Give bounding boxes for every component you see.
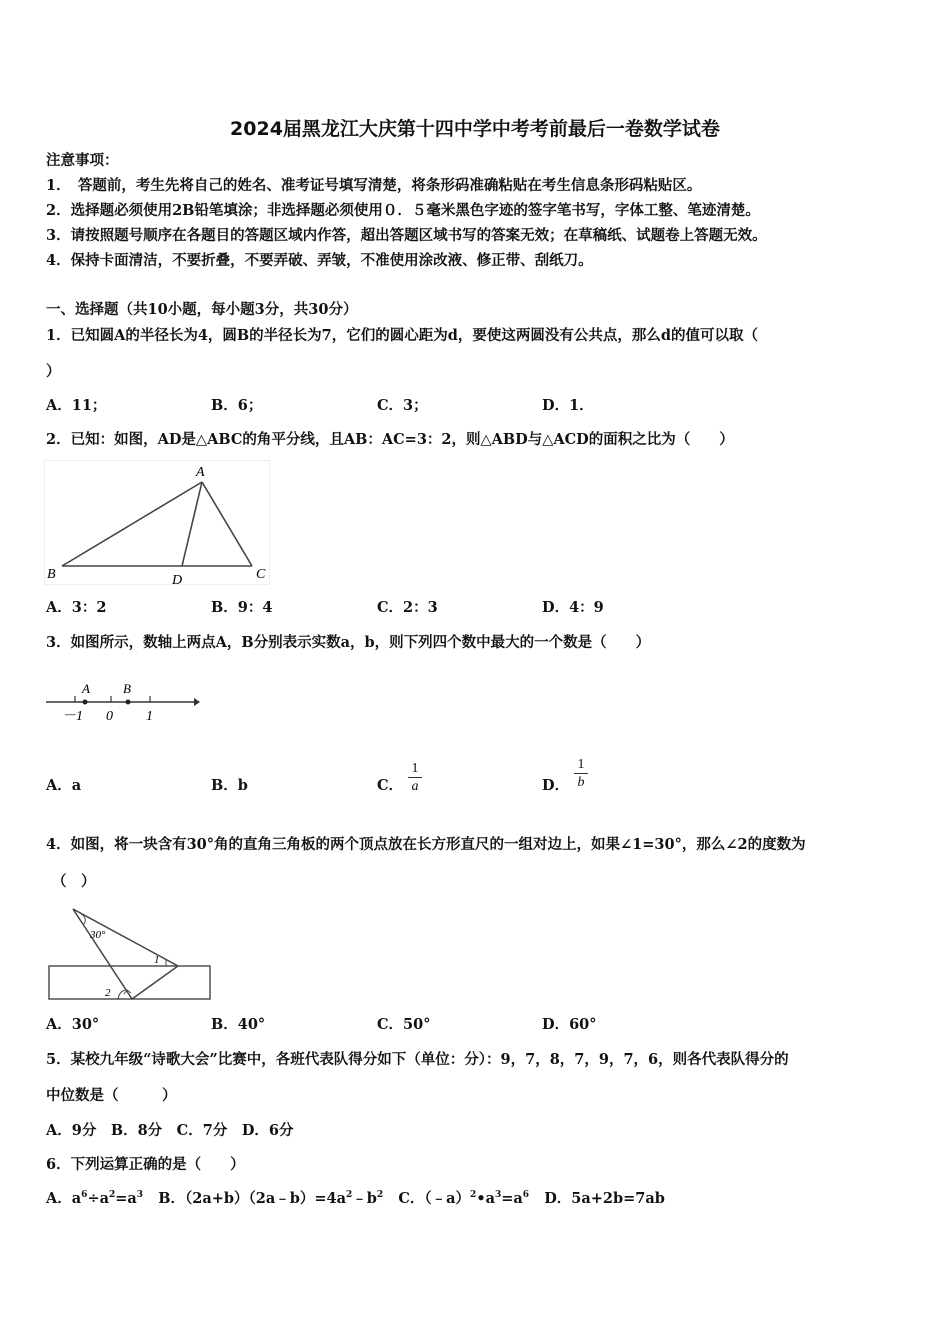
q4-option-d: D．60° xyxy=(542,1016,597,1033)
question-4-text: 4．如图，将一块含有30°角的直角三角板的两个顶点放在长方形直尺的一组对边上，如果∠1=30°，那么∠2的度数为 xyxy=(46,836,806,853)
q1-option-a: A．11； xyxy=(46,397,107,414)
q2-option-b: B．9：4 xyxy=(211,599,273,616)
q6-option-d: D．5a+2b=7ab xyxy=(544,1190,665,1207)
angle-label-1: 1 xyxy=(154,954,160,966)
vertex-label-c: C xyxy=(256,567,266,582)
q4-option-a: A．30° xyxy=(46,1016,100,1033)
vertex-label-d: D xyxy=(172,573,183,586)
fraction-1-over-b xyxy=(574,756,588,791)
question-1-text-cont: ） xyxy=(46,363,61,380)
q2-option-d: D．4：9 xyxy=(542,599,604,616)
fraction-1-over-a xyxy=(408,760,422,795)
question-2-text: 2．已知：如图，AD是△ABC的角平分线，且AB：AC=3：2，则△ABD与△ACD的面积之比为（ ） xyxy=(46,431,734,448)
notice-item: 4．保持卡面清洁，不要折叠，不要弄破、弄皱，不准使用涂改液、修正带、刮纸刀。 xyxy=(46,252,593,269)
question-1-text: 1．已知圆A的半径长为4，圆B的半径长为7，它们的圆心距为d，要使这两圆没有公共点，那么d的值可以取（ xyxy=(46,327,759,344)
q4-option-c: C．50° xyxy=(377,1016,431,1033)
notice-item: 3．请按照题号顺序在各题目的答题区域内作答，超出答题区域书写的答案无效；在草稿纸、试题卷上答题无效。 xyxy=(46,227,767,244)
fraction-denominator: b xyxy=(577,775,585,790)
angle-label-30: 30° xyxy=(90,929,106,941)
q2-option-c: C．2：3 xyxy=(377,599,438,616)
fraction-denominator: a xyxy=(411,779,419,794)
q1-option-d: D．1． xyxy=(542,397,594,414)
number-line-figure xyxy=(44,678,200,726)
q1-option-b: B．6； xyxy=(211,397,263,414)
point-label-b: B xyxy=(123,681,131,696)
tick-label-0: 0 xyxy=(106,709,113,724)
q3-option-c: C． xyxy=(377,777,404,794)
tick-label-neg1: －1 xyxy=(62,709,83,724)
q3-option-d: D． xyxy=(542,777,570,794)
q5-options: A．9分 B．8分 C．7分 D．6分 xyxy=(46,1122,294,1139)
q6-option-c: C．$(﹣a)^2•a^3=a^6$ xyxy=(398,1190,530,1207)
q6-option-a: A．$a^6\div a^2=a^3$ xyxy=(46,1190,144,1207)
q6-option-b: B．$(2a+b)(2a﹣b)=4a^2﹣b^2$ xyxy=(158,1190,384,1207)
fraction-numerator: 1 xyxy=(574,756,588,774)
triangle-abc-figure xyxy=(44,460,272,586)
notice-item: 2．选择题必须使用2B铅笔填涂；非选择题必须使用０．５毫米黑色字迹的签字笔书写，字体工整、笔迹清楚。 xyxy=(46,202,760,219)
q3-option-b: B．b xyxy=(211,777,248,794)
q6-options xyxy=(46,1189,665,1209)
vertex-label-a: A xyxy=(196,465,205,480)
question-6-text: 6．下列运算正确的是（ ） xyxy=(46,1156,245,1173)
exam-title: 2024届黑龙江大庆第十四中学中考考前最后一卷数学试卷 xyxy=(230,118,720,140)
q4-option-b: B．40° xyxy=(211,1016,266,1033)
question-5-text: 5．某校九年级“诗歌大会”比赛中，各班代表队得分如下（单位：分）：9，7，8，7，9，7，6，则各代表队得分的 xyxy=(46,1051,789,1068)
point-label-a: A xyxy=(82,681,90,696)
tick-label-1: 1 xyxy=(146,709,153,724)
fraction-numerator: 1 xyxy=(408,760,422,778)
question-5-text-cont: 中位数是（ ） xyxy=(46,1087,177,1104)
notice-item: 1． 答题前，考生先将自己的姓名、准考证号填写清楚，将条形码准确粘贴在考生信息条形码粘贴区。 xyxy=(46,177,702,194)
q1-option-c: C．3； xyxy=(377,397,428,414)
section-heading: 一、选择题（共10小题，每小题3分，共30分） xyxy=(46,301,358,318)
q2-option-a: A．3：2 xyxy=(46,599,107,616)
ruler-triangle-figure xyxy=(44,904,214,1004)
question-3-text: 3．如图所示，数轴上两点A，B分别表示实数a，b，则下列四个数中最大的一个数是（ ） xyxy=(46,634,651,651)
q3-option-a: A．a xyxy=(46,777,82,794)
angle-label-2: 2 xyxy=(105,987,111,999)
notice-heading: 注意事项： xyxy=(46,152,119,169)
question-4-text-cont: （ ） xyxy=(52,873,96,890)
vertex-label-b: B xyxy=(47,567,56,582)
